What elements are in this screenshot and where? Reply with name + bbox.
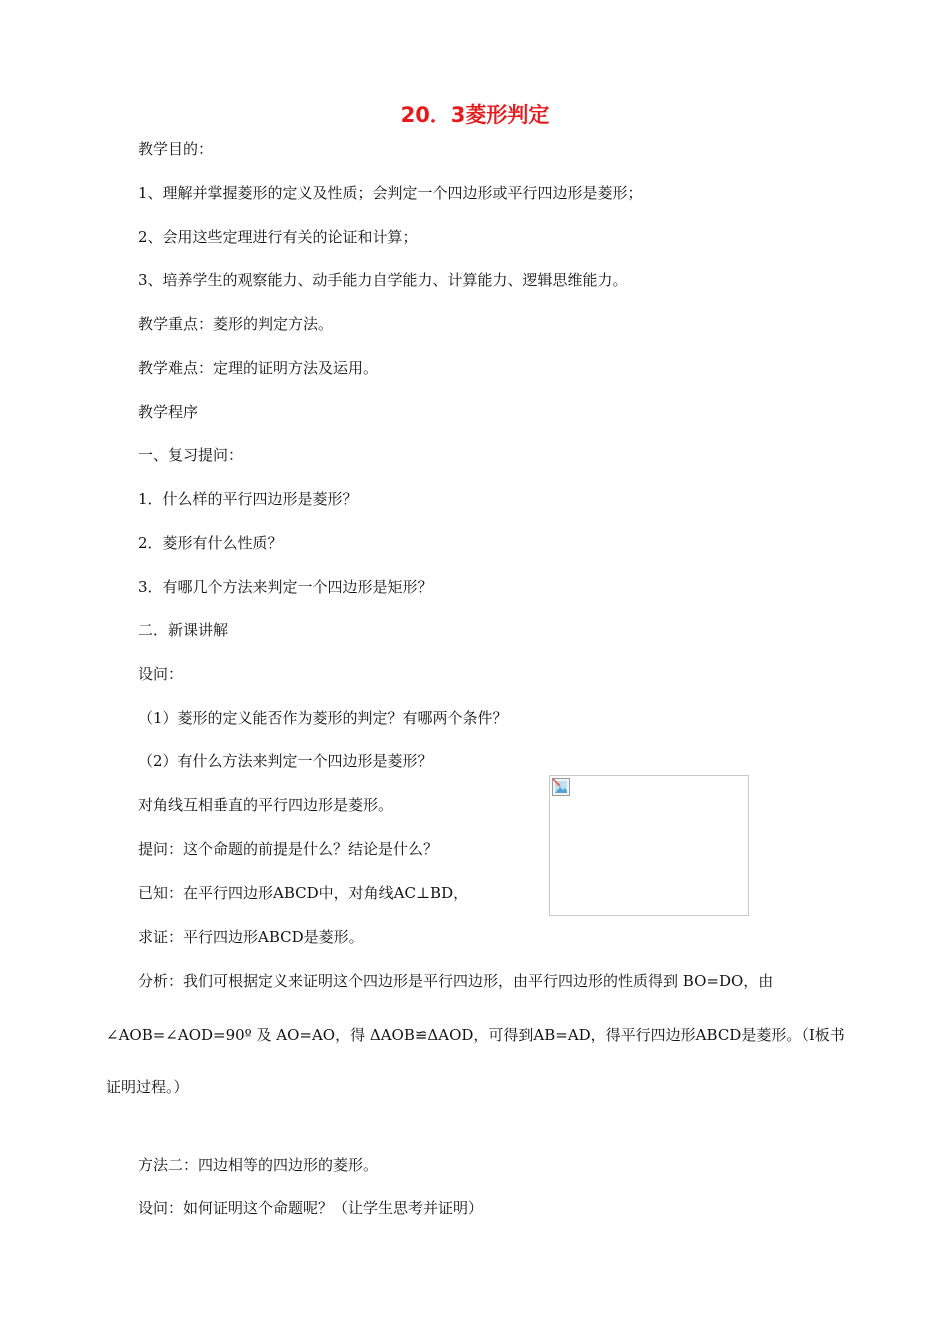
text-line: 一、复习提问：	[138, 446, 244, 464]
text-line: 教学目的：	[138, 140, 214, 158]
text-line: 设问：	[138, 665, 184, 683]
text-line: 提问：这个命题的前提是什么？结论是什么？	[138, 840, 439, 858]
text-line: 方法二：四边相等的四边形的菱形。	[138, 1156, 379, 1174]
text-line: 2．菱形有什么性质？	[138, 534, 283, 552]
text-line: 2、会用这些定理进行有关的论证和计算；	[138, 228, 418, 246]
text-line: 分析：我们可根据定义来证明这个四边形是平行四边形，由平行四边形的性质得到 BO=DO，由	[138, 972, 774, 990]
text-line: 对角线互相垂直的平行四边形是菱形。	[138, 796, 394, 814]
text-line: 已知：在平行四边形ABCD中，对角线AC⊥BD，	[138, 884, 469, 902]
text-line: 1．什么样的平行四边形是菱形？	[138, 490, 358, 508]
text-line: 1、理解并掌握菱形的定义及性质；会判定一个四边形或平行四边形是菱形；	[138, 184, 643, 202]
figure-placeholder	[549, 775, 749, 916]
document-title: 20．3菱形判定	[400, 103, 550, 127]
broken-image-icon	[552, 778, 570, 796]
text-line: 教学难点：定理的证明方法及运用。	[138, 359, 379, 377]
text-line: （1）菱形的定义能否作为菱形的判定？有哪两个条件？	[138, 709, 508, 727]
text-line: 二．新课讲解	[138, 621, 229, 639]
text-line: （2）有什么方法来判定一个四边形是菱形？	[138, 752, 433, 770]
text-line: 教学程序	[138, 403, 199, 421]
text-line: ∠AOB=∠AOD=90º 及 AO=AO，得 ΔAOB≌ΔAOD，可得到AB=AD，得平行四边形ABCD是菱形。（I板书	[106, 1026, 845, 1044]
text-line: 3．有哪几个方法来判定一个四边形是矩形？	[138, 578, 433, 596]
text-line: 求证：平行四边形ABCD是菱形。	[138, 928, 364, 946]
text-line: 3、培养学生的观察能力、动手能力自学能力、计算能力、逻辑思维能力。	[138, 271, 628, 289]
text-line: 证明过程。）	[106, 1078, 189, 1096]
text-line: 教学重点：菱形的判定方法。	[138, 315, 334, 333]
text-line: 设问：如何证明这个命题呢？（让学生思考并证明）	[138, 1199, 484, 1217]
